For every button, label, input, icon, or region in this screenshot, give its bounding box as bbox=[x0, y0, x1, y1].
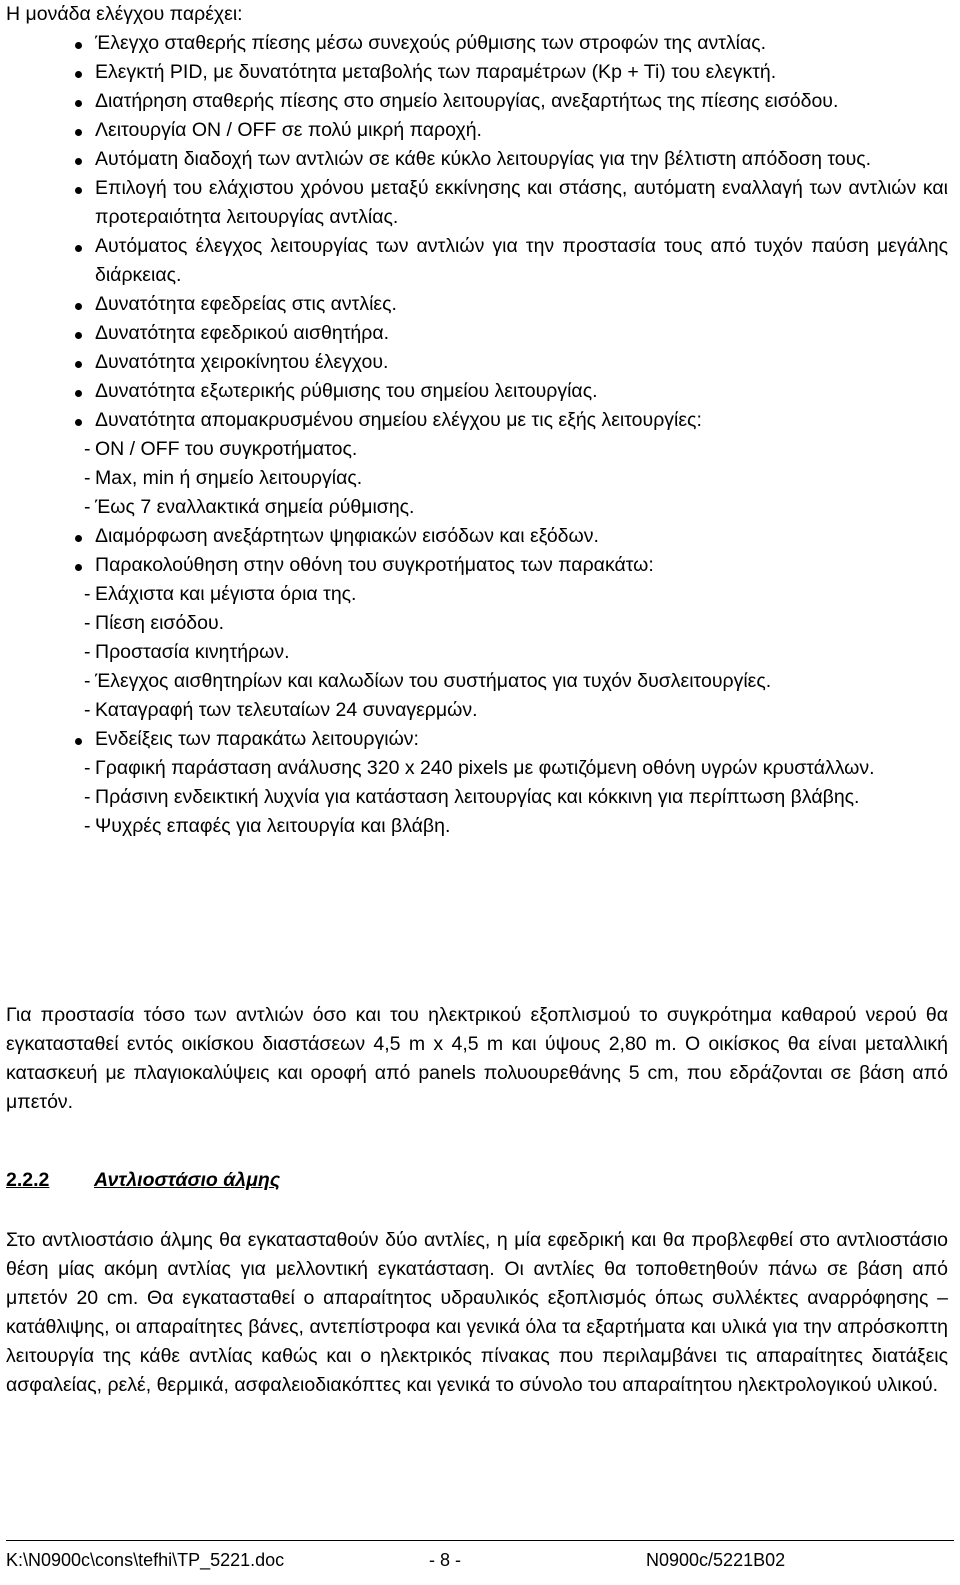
sub-item bbox=[6, 783, 948, 812]
bullet-icon bbox=[75, 187, 82, 194]
sub-item bbox=[6, 609, 948, 638]
dash-marker: - bbox=[84, 699, 91, 721]
feature-text: Δυνατότητα απομακρυσμένου σημείου ελέγχου με τις εξής λειτουργίες: bbox=[95, 409, 702, 431]
footer-file-path: K:\N0900c\cons\tefhi\TP_5221.doc bbox=[6, 1550, 285, 1570]
feature-list bbox=[6, 29, 948, 841]
sub-item bbox=[6, 464, 948, 493]
feature-text: Παρακολούθηση στην οθόνη του συγκροτήματος των παρακάτω: bbox=[95, 554, 654, 576]
feature-item bbox=[6, 725, 948, 754]
bullet-icon bbox=[75, 100, 82, 107]
bullet-icon bbox=[75, 245, 82, 252]
sub-item-text: Καταγραφή των τελευταίων 24 συναγερμών. bbox=[95, 699, 478, 721]
feature-item bbox=[6, 319, 948, 348]
bullet-icon bbox=[75, 129, 82, 136]
sub-item bbox=[6, 667, 948, 696]
bullet-icon bbox=[75, 303, 82, 310]
feature-text: Αυτόματη διαδοχή των αντλιών σε κάθε κύκλο λειτουργίας για την βέλτιστη απόδοση τους. bbox=[95, 148, 872, 170]
feature-item bbox=[6, 406, 948, 435]
sub-item-text: Έλεγχος αισθητηρίων και καλωδίων του συστήματος για τυχόν δυσλειτουργίες. bbox=[95, 670, 772, 692]
feature-item bbox=[6, 522, 948, 551]
sub-item bbox=[6, 754, 948, 783]
bullet-icon bbox=[75, 535, 82, 542]
dash-marker: - bbox=[84, 641, 91, 663]
feature-item bbox=[6, 348, 948, 377]
section-heading bbox=[6, 1166, 280, 1195]
sub-item-text: Max, min ή σημείο λειτουργίας. bbox=[95, 467, 363, 489]
sub-item-text: Γραφική παράσταση ανάλυσης 320 x 240 pixels με φωτιζόμενη οθόνη υγρών κρυστάλλων. bbox=[95, 757, 875, 779]
feature-text: Δυνατότητα εξωτερικής ρύθμισης του σημείου λειτουργίας. bbox=[95, 380, 598, 402]
feature-text: Δυνατότητα εφεδρείας στις αντλίες. bbox=[95, 293, 397, 315]
feature-item bbox=[6, 232, 948, 290]
bullet-icon bbox=[75, 42, 82, 49]
sub-item-text: Ψυχρές επαφές για λειτουργία και βλάβη. bbox=[95, 815, 451, 837]
brine-paragraph: Στο αντλιοστάσιο άλμης θα εγκατασταθούν δύο αντλίες, η μία εφεδρική και θα προβλεφθεί στο αντλιοστάσιο θέση μίας ακόμη αντλίας για μελλοντική εγκατάσταση. Οι αντλίες θα τοποθετηθούν πάνω σε βάση από μπετόν 20 cm. Θα εγκατασταθεί ο απαραίτητος υδραυλικός εξοπλισμός όπως συλλέκτες αναρρόφησης – κατάθλιψης, οι απαραίτητες βάνες, αντεπίστροφα και γενικά όλα τα εξαρτήματα και υλικά για την απρόσκοπτη λειτουργία της κάθε αντλίας καθώς και ο ηλεκτρικός πίνακας που περιλαμβάνει τις απαραίτητες διατάξεις ασφαλείας, ρελέ, θερμικά, ασφαλειοδιακόπτες και γενικά το σύνολο του απαραίτητου ηλεκτρολογικού υλικού. bbox=[6, 1229, 948, 1396]
sub-item bbox=[6, 493, 948, 522]
feature-item bbox=[6, 174, 948, 232]
bullet-icon bbox=[75, 71, 82, 78]
bullet-icon bbox=[75, 361, 82, 368]
feature-text: Διαμόρφωση ανεξάρτητων ψηφιακών εισόδων και εξόδων. bbox=[95, 525, 599, 547]
feature-item bbox=[6, 377, 948, 406]
dash-marker: - bbox=[84, 612, 91, 634]
footer-document-code: N0900c/5221B02 bbox=[646, 1550, 786, 1570]
dash-marker: - bbox=[84, 786, 91, 808]
feature-text: Δυνατότητα εφεδρικού αισθητήρα. bbox=[95, 322, 390, 344]
feature-item bbox=[6, 551, 948, 580]
sub-item-text: Προστασία κινητήρων. bbox=[95, 641, 290, 663]
dash-marker: - bbox=[84, 583, 91, 605]
bullet-icon bbox=[75, 390, 82, 397]
feature-item bbox=[6, 87, 948, 116]
kiosk-paragraph: Για προστασία τόσο των αντλιών όσο και του ηλεκτρικού εξοπλισμού το συγκρότημα καθαρού νερού θα εγκατασταθεί εντός οικίσκου διαστάσεων 4,5 m x 4,5 m και ύψους 2,80 m. Ο οικίσκος θα είναι μεταλλική κατασκευή με πλαγιοκαλύψεις και οροφή από panels πολυουρεθάνης 5 cm, που εδράζονται σε βάση από μπετόν. bbox=[6, 1004, 948, 1113]
sub-item bbox=[6, 580, 948, 609]
section-number: 2.2.2 bbox=[6, 1169, 50, 1191]
feature-item bbox=[6, 145, 948, 174]
sub-item bbox=[6, 696, 948, 725]
dash-marker: - bbox=[84, 757, 91, 779]
feature-text: Λειτουργία ΟΝ / OFF σε πολύ μικρή παροχή. bbox=[95, 119, 482, 141]
sub-item bbox=[6, 638, 948, 667]
feature-item bbox=[6, 116, 948, 145]
sub-item-text: Πράσινη ενδεικτική λυχνία για κατάσταση λειτουργίας και κόκκινη για περίπτωση βλάβης. bbox=[95, 786, 860, 808]
feature-text: Έλεγχο σταθερής πίεσης μέσω συνεχούς ρύθμισης των στροφών της αντλίας. bbox=[95, 32, 767, 54]
footer-page-number: - 8 - bbox=[429, 1550, 462, 1570]
page-footer bbox=[6, 1540, 954, 1581]
feature-item bbox=[6, 290, 948, 319]
sub-item-text: Ελάχιστα και μέγιστα όρια της. bbox=[95, 583, 357, 605]
dash-marker: - bbox=[84, 438, 91, 460]
bullet-icon bbox=[75, 564, 82, 571]
feature-text: Ενδείξεις των παρακάτω λειτουργιών: bbox=[95, 728, 419, 750]
feature-text: Αυτόματος έλεγχος λειτουργίας των αντλιών για την προστασία τους από τυχόν παύση μεγάλης διάρκειας. bbox=[95, 235, 948, 286]
sub-item-text: ΟΝ / OFF του συγκροτήματος. bbox=[95, 438, 358, 460]
dash-marker: - bbox=[84, 670, 91, 692]
feature-text: Ελεγκτή PID, με δυνατότητα μεταβολής των παραμέτρων (Kp + Ti) του ελεγκτή. bbox=[95, 61, 777, 83]
sub-item-text: Πίεση εισόδου. bbox=[95, 612, 225, 634]
feature-text: Δυνατότητα χειροκίνητου έλεγχου. bbox=[95, 351, 389, 373]
bullet-icon bbox=[75, 738, 82, 745]
section-title: Αντλιοστάσιο άλμης bbox=[94, 1169, 281, 1191]
feature-text: Επιλογή του ελάχιστου χρόνου μεταξύ εκκίνησης και στάσης, αυτόματη εναλλαγή των αντλιών και προτεραιότητα λειτουργίας αντλίας. bbox=[95, 177, 948, 228]
bullet-icon bbox=[75, 158, 82, 165]
feature-item bbox=[6, 58, 948, 87]
feature-text: Διατήρηση σταθερής πίεσης στο σημείο λειτουργίας, ανεξαρτήτως της πίεσης εισόδου. bbox=[95, 90, 839, 112]
sub-item bbox=[6, 812, 948, 841]
dash-marker: - bbox=[84, 815, 91, 837]
dash-marker: - bbox=[84, 467, 91, 489]
feature-item bbox=[6, 29, 948, 58]
bullet-icon bbox=[75, 332, 82, 339]
sub-item-text: Έως 7 εναλλακτικά σημεία ρύθμισης. bbox=[95, 496, 415, 518]
bullet-icon bbox=[75, 419, 82, 426]
sub-item bbox=[6, 435, 948, 464]
intro-text: Η μονάδα ελέγχου παρέχει: bbox=[6, 3, 243, 25]
dash-marker: - bbox=[84, 496, 91, 518]
